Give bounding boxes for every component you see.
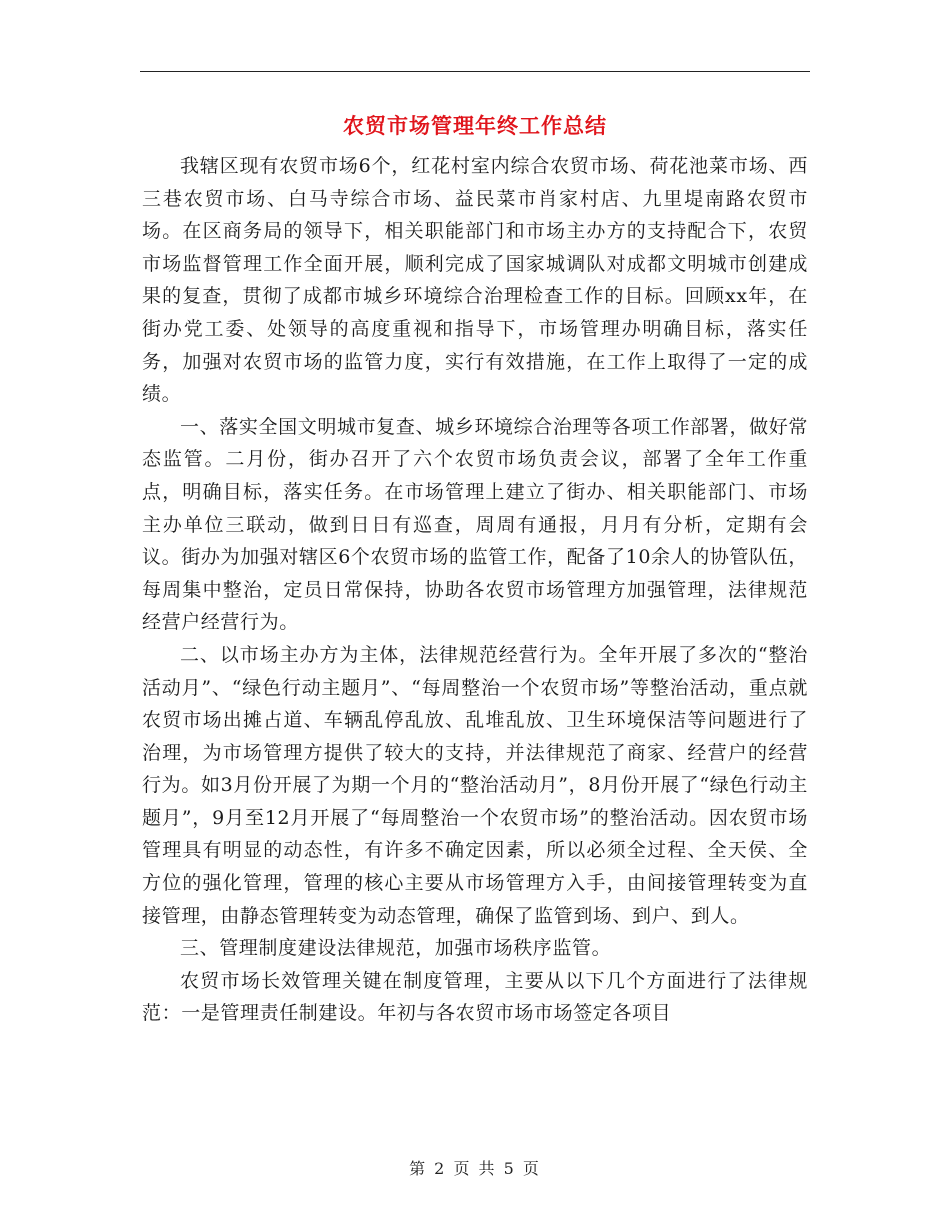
paragraph-section-2: 二、以市场主办方为主体，法律规范经营行为。全年开展了多次的“整治活动月”、“绿色行动主题月”、“每周整治一个农贸市场”等整治活动，重点就农贸市场出摊占道、车辆乱停乱放、乱堆乱放、卫生环境保洁等问题进行了治理，为市场管理方提供了较大的支持，并法律规范了商家、经营户的经营行为。如3月份开展了为期一个月的“整治活动月”，8月份开展了“绿色行动主题月”，9月至12月开展了“每周整治一个农贸市场”的整治活动。因农贸市场管理具有明显的动态性，有许多不确定因素，所以必须全过程、全天侯、全方位的强化管理，管理的核心主要从市场管理方入手，由间接管理转变为直接管理，由静态管理转变为动态管理，确保了监管到场、到户、到人。 (142, 643, 808, 927)
paragraph-intro: 我辖区现有农贸市场6个，红花村室内综合农贸市场、荷花池菜市场、西三巷农贸市场、白马寺综合市场、益民菜市肖家村店、九里堤南路农贸市场。在区商务局的领导下，相关职能部门和市场主办方的支持配合下，农贸市场监督管理工作全面开展，顺利完成了国家城调队对成都文明城市创建成果的复查，贯彻了成都市城乡环境综合治理检查工作的目标。回顾xx年，在街办党工委、处领导的高度重视和指导下，市场管理办明确目标，落实任务，加强对农贸市场的监管力度，实行有效措施，在工作上取得了一定的成绩。 (142, 155, 808, 406)
paragraph-section-3-heading: 三、管理制度建设法律规范，加强市场秩序监管。 (180, 937, 612, 960)
document-title: 农贸市场管理年终工作总结 (343, 113, 607, 138)
header-rule (140, 71, 810, 72)
paragraph-section-1: 一、落实全国文明城市复查、城乡环境综合治理等各项工作部署，做好常态监管。二月份，街办召开了六个农贸市场负责会议，部署了全年工作重点，明确目标，落实任务。在市场管理上建立了街办、相关职能部门、市场主办单位三联动，做到日日有巡查，周周有通报，月月有分析，定期有会议。街办为加强对辖区6个农贸市场的监管工作，配备了10余人的协管队伍，每周集中整治，定员日常保持，协助各农贸市场管理方加强管理，法律规范经营户经营行为。 (142, 415, 808, 634)
paragraph-section-3-body: 农贸市场长效管理关键在制度管理，主要从以下几个方面进行了法律规范：一是管理责任制建设。年初与各农贸市场市场签定各项目 (142, 969, 808, 1025)
document-body (142, 150, 808, 1030)
page-number-footer: 第 2 页 共 5 页 (409, 1159, 541, 1178)
